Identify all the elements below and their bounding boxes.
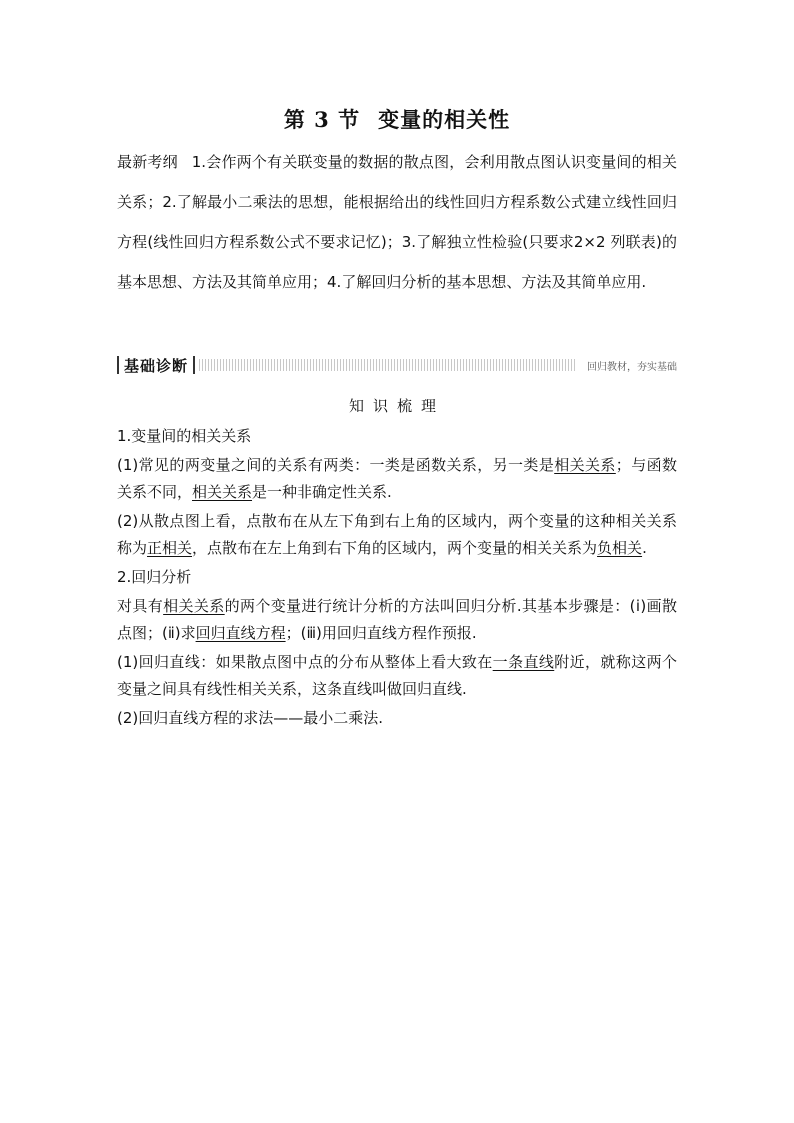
section-bar-tag: 回归教材，夯实基础 (587, 361, 677, 373)
underlined-term: 相关关系 (192, 483, 253, 501)
underlined-term: 回归直线方程 (195, 624, 286, 642)
paragraph (117, 649, 677, 703)
text-run: ，点散布在左上角到右下角的区域内，两个变量的相关关系为 (192, 539, 598, 557)
text-run: (2)从散点图上看，点散布在从左下角到右上角的区域内，两个变量的这种相关关系称为 (117, 512, 677, 557)
text-run: ；(ⅲ)用回归直线方程作预报. (285, 624, 477, 642)
bar-hatch-decoration (199, 359, 577, 371)
text-run: ；与函数关系不同， (117, 456, 677, 501)
section-number: 第 3 节 (283, 107, 361, 132)
text-run: 的两个变量进行统计分析的方法叫回归分析.其基本步骤是：(ⅰ)画散点图；(ⅱ)求 (117, 597, 677, 642)
bar-right-divider (193, 356, 195, 374)
paragraph (117, 508, 677, 562)
syllabus-label: 最新考纲 (117, 153, 178, 171)
paragraph (117, 593, 677, 647)
section-heading: 1.变量间的相关关系 (117, 427, 252, 445)
section-bar (117, 354, 677, 376)
underlined-term: 一条直线 (492, 653, 555, 671)
syllabus-block (117, 142, 677, 302)
underlined-term: 正相关 (147, 539, 193, 557)
text-run: (1)常见的两变量之间的关系有两类：一类是函数关系，另一类是 (117, 456, 555, 474)
section-bar-title: 基础诊断 (124, 356, 189, 375)
section-heading: 2.回归分析 (117, 568, 192, 586)
text-run: 是一种非确定性关系. (252, 483, 392, 501)
text-run: . (642, 539, 647, 557)
text-run: 对具有 (117, 597, 164, 615)
underlined-term: 负相关 (597, 539, 643, 557)
section-topic: 变量的相关性 (378, 107, 511, 132)
underlined-term: 相关关系 (554, 456, 616, 474)
content-body (117, 423, 677, 734)
text-run: (2)回归直线方程的求法——最小二乘法. (117, 709, 384, 727)
text-run: 附近，就称这两个变量之间具有线性相关关系，这条直线叫做回归直线. (117, 653, 677, 698)
subheading: 知识梳理 (348, 397, 445, 415)
paragraph (117, 452, 677, 506)
text-run: (1)回归直线：如果散点图中点的分布从整体上看大致在 (117, 653, 493, 671)
syllabus-text: 1.会作两个有关联变量的数据的散点图，会利用散点图认识变量间的相关关系；2.了解最小二乘法的思想，能根据给出的线性回归方程系数公式建立线性回归方程(线性回归方程系数公式不要求记忆)；3.了解独立性检验(只要求2×2 列联表)的基本思想、方法及其简单应用；4.了解回归分析的基本思想、方法及其简单应用. (117, 153, 677, 291)
page-title (0, 104, 794, 134)
underlined-term: 相关关系 (163, 597, 225, 615)
paragraph (117, 705, 677, 732)
